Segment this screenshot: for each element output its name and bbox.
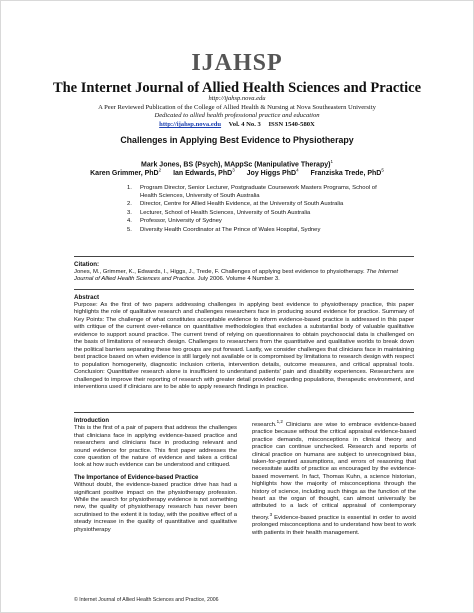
dedication-line: Dedicated to allied health professional practice and education: [154, 112, 320, 119]
intro-text: This is the first of a pair of papers that address the challenges that clinicians face in applying evidence-based practice and researchers and clinicians face in producing relevant and sound evidence for practice. This first paper addresses the core question of the nature of evidence and takes a critical look at how such evidence can be understood and critiqued.: [74, 425, 237, 469]
journal-url: http://ijahsp.nova.edu: [208, 95, 266, 102]
divider: [74, 412, 414, 413]
journal-title: The Internet Journal of Allied Health Sciences and Practice: [52, 80, 422, 96]
author-higgs: Joy Higgs PhD$^4$: [246, 168, 299, 178]
issn-label: ISSN 1540-580X: [268, 121, 315, 128]
divider: [74, 289, 414, 290]
divider: [74, 256, 414, 257]
affiliation-item: 5. Diversity Health Coordinator at The Prince of Wales Hospital, Sydney: [127, 226, 321, 233]
journal-logo: IJAHSP: [191, 50, 283, 76]
citation-text: Jones, M., Grimmer, K., Edwards, I., Higgs, J., Trede, F. Challenges of applying best evidence to physiotherapy. The Internet Journal of Allied Health Sciences and Practice. July 2006. Volume 4 Number 3.: [74, 268, 399, 282]
importance-text: Without doubt, the evidence-based practice drive has had a significant positive impact on the physiotherapy profession. While the search for physiotherapy evidence is not something new, the quality of physiotherapy research has never been scrutinised to the extent it is today, with the positive effect of a steady increase in the quality of quantitative and qualitative physiotherapy: [74, 482, 237, 533]
abstract-block: [74, 294, 414, 392]
importance-heading: The Importance of Evidence-based Practice: [74, 474, 199, 481]
journal-link[interactable]: http://ijahsp.nova.edu: [159, 121, 222, 128]
paper-title: Challenges in Applying Best Evidence to Physiotherapy: [120, 135, 354, 145]
affiliation-item: 4. Professor, University of Sydney: [127, 218, 222, 224]
abstract-label: Abstract: [74, 294, 100, 301]
author-grimmer: Karen Grimmer, PhD$^2$: [90, 168, 162, 178]
affiliation-item: 1. Program Director, Senior Lecturer, Postgraduate Coursework Masters Programs, School of Health Sciences, University of South Australia: [127, 185, 377, 199]
citation-block: [74, 261, 414, 284]
author-sup: 1: [330, 159, 333, 164]
author-name: Mark Jones, BS (Psych), MAppSc (Manipulative Therapy): [141, 161, 331, 169]
right-column: [252, 418, 416, 542]
abstract-text: Purpose: As the first of two papers addressing challenges in applying best evidence to physiotherapy practice, this paper highlights the role of qualitative research and challenges researchers face in producing sound evidence for practice. Summary of Key Points: The challenge of what constitutes acceptable evidence to inform evidence-based practice is addressed in this paper with critique of the current over-reliance on quantitative methodologies that excludes a substantial body of valuable qualitative evidence to support sound practice. The current trend of relying on questionnaires to obtain psychosocial data is challenged on the basis of limitations of research design. Challenges to researchers from the quantitative and qualitative worlds to break down the political barriers separating these two groups are put forward. Lastly, we consider challenges that clinicians face in maintaining best practice based on when evidence is still largely not available or is compromised by limitations to research design with respect to population homogeneity, diagnostic inclusion criteria, intervention details, outcome measures, and critical appraisal tools. Conclusion: Quantitative research alone is insufficient to understand patients' pain and disability experiences. Researchers are challenged to improve their reporting of research with greater detail provided regarding populations, therapeutic environment, and interventions used if clinicians are to be able to apply research findings in practice.: [74, 301, 414, 390]
right-column-text: research.$^{1,2}$ Clinicians are wise to embrace evidence-based practice because without the critical appraisal evidence-based practice demands, misconceptions in clinical theory and practice can continue unchecked. Research and reports of clinical practice on humans are subject to unrecognised bias, taken-for-granted assumptions, and errors of reasoning that necessitate audits of practice as encouraged by the evidence-based movement. In fact, Thomas Kuhn, a science historian, highlights how the majority of misconceptions through the history of science, including such things as the function of the heart as the organ of thought, can almost universally be attributed to a lack of critical appraisal of contemporary theory.$^3$ Evidence-based practice is essential in order to avoid prolonged misconceptions and to understand how best to work with patients in their health management.: [252, 419, 416, 536]
volume-label: Vol. 4 No. 3: [228, 121, 261, 128]
affiliations-list: [127, 185, 389, 235]
intro-heading: Introduction: [74, 418, 109, 424]
author-line-1: [0, 159, 474, 168]
left-column: [74, 418, 237, 539]
affiliation-item: 2. Director, Centre for Allied Health Evidence, at the University of South Australia: [127, 201, 344, 207]
author-trede: Franziska Trede, PhD$^5$: [310, 168, 384, 178]
copyright-footer: © Internet Journal of Allied Health Sciences and Practice, 2006: [74, 597, 219, 603]
peer-review-line: A Peer Reviewed Publication of the College of Allied Health & Nursing at Nova Southeastern University: [98, 104, 376, 111]
affiliation-item: 3. Lecturer, School of Health Sciences, University of South Australia: [127, 209, 311, 216]
author-edwards: Ian Edwards, PhD$^3$: [173, 168, 235, 178]
issue-line: [0, 121, 474, 128]
citation-label: Citation:: [74, 261, 100, 268]
author-line-2: [0, 168, 474, 177]
